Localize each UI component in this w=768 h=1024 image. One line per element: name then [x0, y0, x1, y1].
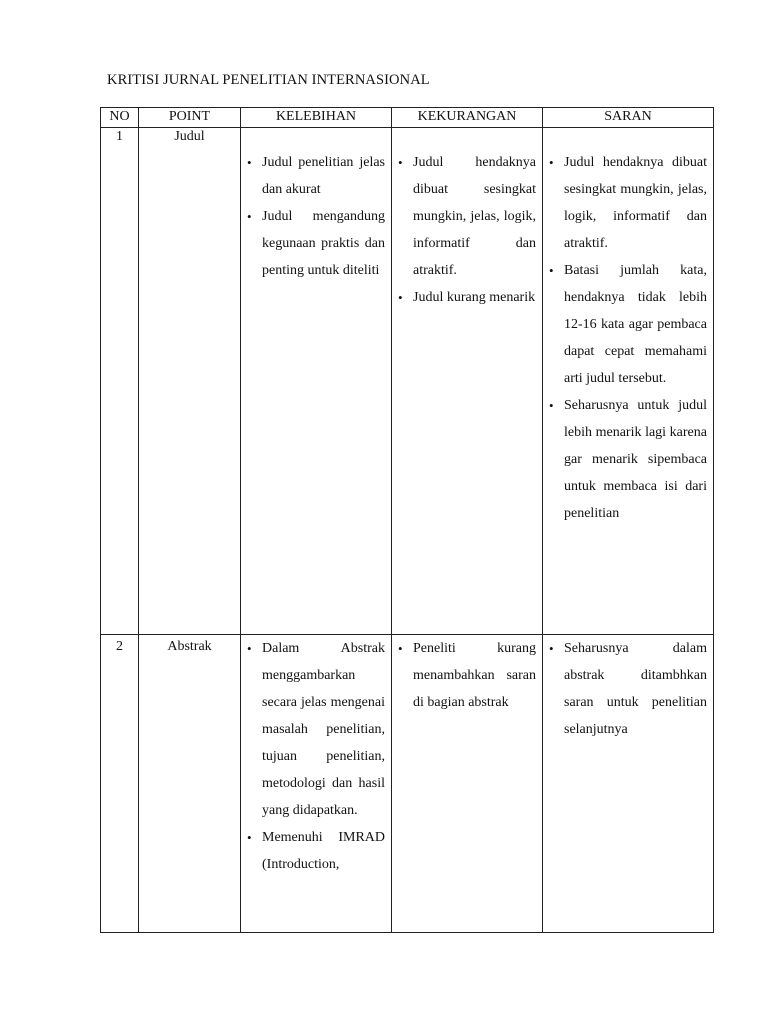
list-item: • Peneliti kurang menambahkan saran di bagian abstrak	[394, 635, 536, 716]
header-no: NO	[101, 108, 139, 128]
kekurangan-cell	[392, 128, 543, 635]
kekurangan-cell	[392, 635, 543, 933]
header-saran: SARAN	[543, 108, 714, 128]
kelebihan-cell	[241, 635, 392, 933]
row-number: 1	[116, 129, 123, 144]
row-number-cell	[101, 128, 139, 635]
saran-list	[545, 635, 707, 743]
list-item: • Judul hendaknya dibuat sesingkat mungkin, jelas, logik, informatif dan atraktif.	[394, 149, 536, 284]
saran-list	[545, 149, 707, 527]
list-item: • Seharusnya untuk judul lebih menarik lagi karena gar menarik sipembaca untuk membaca isi dari penelitian	[545, 392, 707, 527]
header-kelebihan: KELEBIHAN	[241, 108, 392, 128]
kekurangan-list	[394, 149, 536, 311]
header-point: POINT	[139, 108, 241, 128]
table-row	[101, 635, 714, 933]
saran-cell	[543, 635, 714, 933]
point-cell	[139, 635, 241, 933]
point-label: Abstrak	[167, 639, 212, 654]
kelebihan-cell	[241, 128, 392, 635]
kelebihan-list	[243, 149, 385, 284]
list-item: • Judul penelitian jelas dan akurat	[243, 149, 385, 203]
document-title: KRITISI JURNAL PENELITIAN INTERNASIONAL	[107, 72, 430, 88]
table-row	[101, 128, 714, 635]
list-item: • Batasi jumlah kata, hendaknya tidak lebih 12-16 kata agar pembaca dapat cepat memahami arti judul tersebut.	[545, 257, 707, 392]
critique-table	[100, 107, 714, 933]
row-number: 2	[116, 639, 123, 654]
header-kekurangan: KEKURANGAN	[392, 108, 543, 128]
list-item: • Seharusnya dalam abstrak ditambhkan saran untuk penelitian selanjutnya	[545, 635, 707, 743]
kelebihan-list	[243, 635, 385, 878]
table-header-row	[101, 108, 714, 128]
list-item: • Judul mengandung kegunaan praktis dan penting untuk diteliti	[243, 203, 385, 284]
list-item: • Judul kurang menarik	[394, 284, 536, 311]
list-item: • Judul hendaknya dibuat sesingkat mungkin, jelas, logik, informatif dan atraktif.	[545, 149, 707, 257]
list-item: • Dalam Abstrak menggambarkan secara jelas mengenai masalah penelitian, tujuan penelitian, metodologi dan hasil yang didapatkan.	[243, 635, 385, 824]
point-cell	[139, 128, 241, 635]
kekurangan-list	[394, 635, 536, 716]
row-number-cell	[101, 635, 139, 933]
list-item: • Memenuhi IMRAD (Introduction,	[243, 824, 385, 878]
point-label: Judul	[174, 129, 205, 144]
saran-cell	[543, 128, 714, 635]
